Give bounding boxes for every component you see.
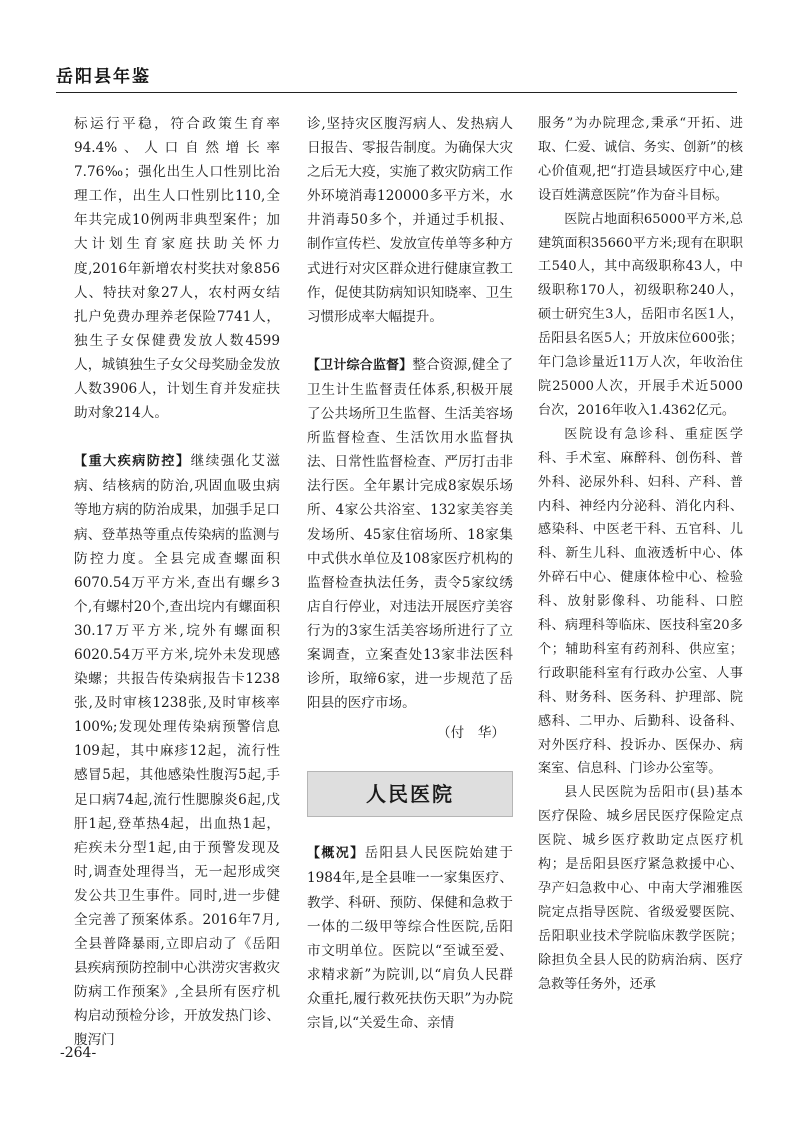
header-divider — [56, 92, 737, 93]
paragraph-disaster-prevention: 诊,坚持灾区腹泻病人、发热病人日报告、零报告制度。为确保大灾之后无大疫，实施了救灾防病工作外环境消毒120000多平方米，水井消毒50多个，并通过手机报、制作宣传栏、发放宣传单等多种方式进行对灾区群众进行健康宣教工作，促使其防病知识知晓率、卫生习惯形成率大幅提升。 — [307, 116, 513, 325]
author-signature: （付 华） — [437, 725, 505, 742]
paragraph-family-planning: 标运行平稳，符合政策生育率94.4%、人口自然增长率7.76‰；强化出生人口性别比治理工作，出生人口性别比110,全年共完成10例两非典型案件；加大计划生育家庭扶助关怀力度,2016年新增农村奖扶对象856人、特扶对象27人，农村两女结扎户免费办理养老保险7741人，独生子女保健费发放人数4599人，城镇独生子女父母奖励金发放人数3906人，计划生育并发症扶助对象214人。 — [74, 116, 280, 422]
section-health-supervision — [307, 353, 513, 715]
section-tag: 【卫计综合监督】 — [307, 357, 413, 373]
section-tag: 【概况】 — [307, 846, 365, 862]
paragraph-hospital-departments: 医院设有急诊科、重症医学科、手术室、麻醉科、创伤科、普外科、泌尿外科、妇科、产科、普内科、神经内分泌科、消化内科、感染科、中医老干科、五官科、儿科、新生儿科、血液透析中心、体外碎石中心、健康体检中心、检验科、放射影像科、功能科、口腔科、病理科等临床、医技科室20多个；辅助科室有药剂科、供应室；行政职能科室有行政办公室、人事科、财务科、医务科、护理部、院感科、二甲办、后勤科、设备科、对外医疗科、投诉办、医保办、病案室、信息科、门诊办公室等。 — [538, 426, 743, 777]
section-text: 整合资源,健全了卫生计生监督责任体系,积极开展了公共场所卫生监督、生活美容场所监督检查、生活饮用水监督执法、日常性监督检查、严厉打击非法行医。全年累计完成8家娱乐场所、4家公共浴室、132家美容美发场所、45家住宿场所、18家集中式供水单位及108家医疗机构的监督检查执法任务，责令5家纹绣店自行停业，对违法开展医疗美容行为的3家生活美容场所进行了立案调查，立案查处13家非法医科诊所，取缔6家，进一步规范了岳阳县的医疗市场。 — [307, 356, 513, 712]
hospital-section-banner: 人民医院 — [307, 771, 513, 817]
column-3 — [538, 112, 743, 997]
section-overview — [307, 841, 513, 1035]
column-2 — [307, 112, 513, 1035]
section-major-disease-control — [74, 449, 280, 1052]
section-tag: 【重大疾病防控】 — [74, 454, 191, 470]
column-1 — [74, 112, 280, 1053]
section-text: 岳阳县人民医院始建于1984年,是全县唯一一家集医疗、教学、科研、预防、保健和急救于一体的二级甲等综合性医院,岳阳市文明单位。医院以“至诚至爱、求精求新”为院训,以“肩负人民群众重托,履行救死扶伤天职”为办院宗旨,以“关爱生命、亲情 — [307, 845, 513, 1031]
yearbook-header-title: 岳阳县年鉴 — [56, 67, 151, 87]
paragraph-hospital-statistics: 医院占地面积65000平方米,总建筑面积35660平方米;现有在职职工540人，其中高级职称43人，中级职称170人，初级职称240人，硕士研究生3人，岳阳市名医1人，岳阳县名医5人；开放床位600张；年门急诊量近11万人次，年收治住院25000人次，开展手术近5000台次，2016年收入1.4362亿元。 — [538, 211, 743, 418]
section-text: 继续强化艾滋病、结核病的防治,巩固血吸虫病等地方病的防治成果，加强手足口病、登革热等重点传染病的监测与防控力度。全县完成查螺面积6070.54万平方米,查出有螺乡3个,有螺村20个,查出垸内有螺面积30.17万平方米,垸外有螺面积6020.54万平方米,垸外未发现感染螺；共报告传染病报告卡1238张,及时审核1238张,及时审核率100%;发现处理传染病预警信息109起，其中麻疹12起，流行性感冒5起，其他感染性腹泻5起,手足口病74起,流行性腮腺炎6起,戊肝1起,登革热4起，出血热1起，疟疾未分型1起,由于预警发现及时,调查处理得当，无一起形成突发公共卫生事件。同时,进一步健全完善了预案体系。2016年7月,全县普降暴雨,立即启动了《岳阳县疾病预防控制中心洪涝灾害救灾防病工作预案》,全县所有医疗机构启动预检分诊，开放发热门诊、腹泻门 — [74, 453, 280, 1049]
page-number: -264- — [60, 1045, 97, 1061]
paragraph-hospital-designations: 县人民医院为岳阳市(县)基本医疗保险、城乡居民医疗保险定点医院、城乡医疗救助定点医疗机构；是岳阳县医疗紧急救援中心、孕产妇急救中心、中南大学湘雅医院定点指导医院、省级爱婴医院、岳阳职业技术学院临床教学医院；除担负全县人民的防病治病、医疗急救等任务外，还承 — [538, 785, 743, 992]
paragraph-hospital-mission: 服务”为办院理念,秉承“开拓、进取、仁爱、诚信、务实、创新”的核心价值观,把“打造县域医疗中心,建设百姓满意医院”作为奋斗目标。 — [538, 116, 743, 203]
